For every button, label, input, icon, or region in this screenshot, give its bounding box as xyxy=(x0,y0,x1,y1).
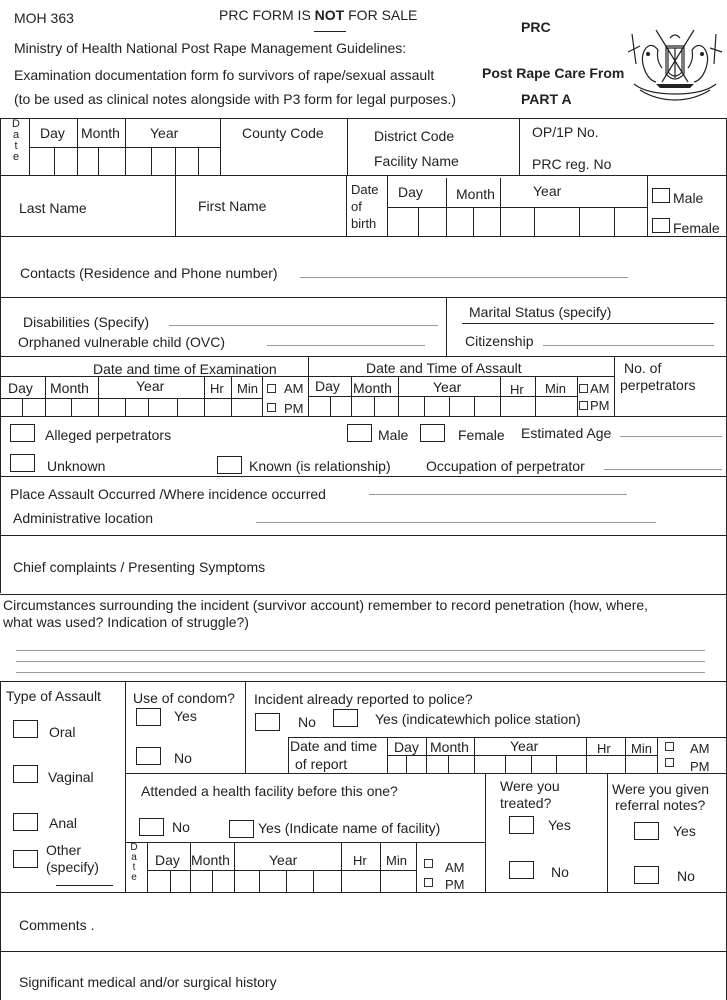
dob-cell-line xyxy=(614,207,615,236)
marital-status-label: Marital Status (specify) xyxy=(469,304,612,320)
row-divider xyxy=(0,951,727,952)
report-row-line xyxy=(387,755,657,756)
facility-pm-label: PM xyxy=(445,877,465,892)
exam-cell-line xyxy=(125,398,126,416)
police-yes-checkbox[interactable] xyxy=(333,709,358,727)
circumstances-line[interactable] xyxy=(16,661,705,662)
report-day-label: Day xyxy=(394,739,419,755)
dob-day-label: Day xyxy=(398,184,423,200)
facility-day-label: Day xyxy=(155,852,180,868)
notice-underline xyxy=(314,31,346,32)
admin-location-label: Administrative location xyxy=(13,510,154,526)
report-am-label: AM xyxy=(690,741,710,756)
exam-day-label: Day xyxy=(8,380,33,396)
not-for-sale-notice xyxy=(219,8,417,22)
dob-cell-line xyxy=(579,207,580,236)
facility-year-label: Year xyxy=(269,852,298,868)
facility-yes-label: Yes (Indicate name of facility) xyxy=(258,820,441,836)
facility-cell-line xyxy=(416,842,417,892)
circumstances-line[interactable] xyxy=(16,650,705,651)
r1-year-label: Year xyxy=(150,125,179,141)
notice-text: PRC FORM IS xyxy=(219,7,315,23)
assault-cell-line xyxy=(474,396,475,416)
ovc-field[interactable] xyxy=(267,345,425,346)
vaginal-label: Vaginal xyxy=(48,769,94,785)
contacts-field[interactable] xyxy=(300,277,628,278)
ovc-label: Orphaned vulnerable child (OVC) xyxy=(18,334,225,350)
other-label-2: (specify) xyxy=(46,859,99,875)
assault-cell-line xyxy=(500,376,501,416)
exam-doc-text: Examination documentation form fo survivors of rape/sexual assault xyxy=(14,67,435,83)
male-label: Male xyxy=(673,190,704,206)
facility-cell-line xyxy=(170,870,171,892)
unknown-checkbox[interactable] xyxy=(10,454,35,472)
report-cell-line xyxy=(531,755,532,773)
assault-cell-line xyxy=(577,376,578,416)
marital-status-field[interactable] xyxy=(462,323,714,324)
report-date-label-1: Date and time xyxy=(290,738,378,754)
use-of-condom-label: Use of condom? xyxy=(133,690,235,706)
other-specify-field[interactable] xyxy=(56,885,113,886)
citizenship-label: Citizenship xyxy=(465,333,534,349)
dob-cell-line xyxy=(418,207,419,236)
op-ip-no-label: OP/1P No. xyxy=(532,124,599,140)
female-checkbox[interactable] xyxy=(652,218,670,233)
r4-sep xyxy=(446,297,447,356)
occupation-label: Occupation of perpetrator xyxy=(426,458,585,474)
part-label: PART A xyxy=(521,91,572,107)
prc-reg-no-label: PRC reg. No xyxy=(532,156,612,172)
assault-cell-line xyxy=(449,396,450,416)
r1-cell-line xyxy=(98,147,99,175)
exam-am-label: AM xyxy=(284,381,304,396)
dob-cell-line xyxy=(500,178,501,236)
condom-no-label: No xyxy=(174,750,192,766)
r1-cell-line xyxy=(54,147,55,175)
unknown-label: Unknown xyxy=(47,458,106,474)
police-no-checkbox[interactable] xyxy=(255,713,280,731)
report-cell-line xyxy=(625,737,626,773)
treated-label-2: treated? xyxy=(500,795,552,811)
last-name-label: Last Name xyxy=(19,200,87,216)
r1-cell-line xyxy=(220,118,221,175)
assault-month-label: Month xyxy=(353,380,392,396)
facility-name-label: Facility Name xyxy=(374,153,459,169)
exam-cell-line xyxy=(71,398,72,416)
exam-cell-line xyxy=(98,376,99,416)
date-time-assault-label: Date and Time of Assault xyxy=(366,360,522,376)
report-hr-label: Hr xyxy=(597,741,611,756)
assault-am-checkbox[interactable] xyxy=(579,384,588,393)
facility-no-label: No xyxy=(172,819,190,835)
notice-emphasis: NOT xyxy=(314,7,345,23)
report-cell-line xyxy=(406,755,407,773)
referral-no-label: No xyxy=(677,868,695,884)
referral-yes-label: Yes xyxy=(673,823,696,839)
other-checkbox[interactable] xyxy=(13,850,38,868)
exam-cell-line xyxy=(177,398,178,416)
left-border xyxy=(0,892,1,1000)
r1-cell-line xyxy=(198,147,199,175)
report-grid-line xyxy=(288,737,289,773)
row-divider xyxy=(0,297,727,298)
circumstances-line[interactable] xyxy=(16,672,705,673)
r2-sep xyxy=(647,175,648,236)
perpetrators-label: perpetrators xyxy=(620,377,696,393)
row-divider xyxy=(0,416,727,417)
assault-cell-line xyxy=(424,396,425,416)
facility-row-line xyxy=(147,870,416,871)
perp-female-label: Female xyxy=(458,427,505,443)
left-border xyxy=(0,681,1,892)
assault-row-line xyxy=(308,396,577,397)
report-cell-line xyxy=(426,737,427,773)
county-code-label: County Code xyxy=(242,125,324,141)
assault-hr-label: Hr xyxy=(510,382,524,397)
exam-cell-line xyxy=(231,376,232,416)
attended-facility-label: Attended a health facility before this one? xyxy=(141,783,398,799)
notice-text-end: FOR SALE xyxy=(344,7,418,23)
r1-month-label: Month xyxy=(81,125,120,141)
facility-hr-label: Hr xyxy=(353,853,367,868)
r2-sep xyxy=(175,175,176,236)
date-vertical-label: D a t e xyxy=(12,118,20,163)
vaginal-checkbox[interactable] xyxy=(13,765,38,783)
referral-no-checkbox[interactable] xyxy=(634,866,659,884)
medical-history-label: Significant medical and/or surgical history xyxy=(19,974,277,990)
male-checkbox[interactable] xyxy=(652,188,670,203)
police-yes-label: Yes (indicatewhich police station) xyxy=(375,711,581,727)
treated-label-1: Were you xyxy=(500,778,560,794)
r10-sep xyxy=(125,681,126,892)
exam-pm-checkbox[interactable] xyxy=(267,403,276,412)
r1-cell-line xyxy=(175,147,176,175)
r1-cell-line xyxy=(125,118,126,175)
place-assault-label: Place Assault Occurred /Where incidence occurred xyxy=(10,486,326,502)
r1-sep xyxy=(347,118,348,175)
row-divider xyxy=(0,175,727,176)
anal-label: Anal xyxy=(49,815,78,831)
police-no-label: No xyxy=(298,714,316,730)
dob-cell-line xyxy=(446,178,447,236)
assault-day-label: Day xyxy=(315,378,340,394)
dob-label-3: birth xyxy=(351,216,377,231)
report-cell-line xyxy=(556,755,557,773)
report-year-label: Year xyxy=(510,738,539,754)
referral-label-2: referral notes? xyxy=(615,797,706,813)
row-divider xyxy=(0,535,727,536)
facility-grid-top xyxy=(125,842,485,843)
dob-year-label: Year xyxy=(533,183,562,199)
report-cell-line xyxy=(474,737,475,773)
circumstances-label-2: what was used? Indication of struggle?) xyxy=(3,614,249,630)
alleged-perpetrators-label: Alleged perpetrators xyxy=(45,427,172,443)
row-divider xyxy=(0,594,727,595)
circumstances-label-1: Circumstances surrounding the incident (survivor account) remember to record penetration (how, where, xyxy=(3,597,649,613)
oral-checkbox[interactable] xyxy=(13,720,38,738)
facility-cell-line xyxy=(147,842,148,892)
r2-sep xyxy=(387,175,388,236)
assault-min-label: Min xyxy=(545,381,566,396)
usage-note: (to be used as clinical notes alongside with P3 form for legal purposes.) xyxy=(14,91,457,107)
oral-label: Oral xyxy=(49,724,76,740)
exam-cell-line xyxy=(22,398,23,416)
referral-label-1: Were you given xyxy=(612,781,710,797)
referral-yes-checkbox[interactable] xyxy=(634,822,659,840)
facility-yes-checkbox[interactable] xyxy=(229,820,254,838)
other-label-1: Other xyxy=(46,842,82,858)
assault-cell-line xyxy=(330,396,331,416)
admin-location-field[interactable] xyxy=(256,522,656,523)
facility-cell-line xyxy=(286,870,287,892)
row-divider xyxy=(0,236,727,237)
report-cell-line xyxy=(505,755,506,773)
district-code-label: District Code xyxy=(374,128,455,144)
facility-cell-line xyxy=(380,842,381,892)
exam-pm-label: PM xyxy=(284,401,304,416)
form-title: Post Rape Care From xyxy=(482,65,625,81)
row-divider xyxy=(0,892,727,893)
r10-sep xyxy=(245,681,246,773)
disabilities-label: Disabilities (Specify) xyxy=(23,314,150,330)
r1-day-label: Day xyxy=(40,125,65,141)
assault-pm-checkbox[interactable] xyxy=(579,401,588,410)
facility-cell-line xyxy=(212,870,213,892)
perp-female-checkbox[interactable] xyxy=(420,424,445,442)
citizenship-field[interactable] xyxy=(543,345,714,346)
dob-cell-line xyxy=(534,207,535,236)
no-of-label: No. of xyxy=(624,360,662,376)
report-cell-line xyxy=(448,755,449,773)
form-top-border xyxy=(0,118,727,119)
facility-min-label: Min xyxy=(386,853,407,868)
exam-year-label: Year xyxy=(136,378,165,394)
facility-month-label: Month xyxy=(191,852,230,868)
estimated-age-field[interactable] xyxy=(620,436,722,437)
r10-sep xyxy=(485,773,486,892)
dob-cell-line xyxy=(473,207,474,236)
assault-cell-line xyxy=(351,376,352,416)
r1-cell-line xyxy=(77,118,78,175)
assault-am-label: AM xyxy=(590,381,610,396)
alleged-perpetrators-checkbox[interactable] xyxy=(10,424,35,442)
assault-pm-label: PM xyxy=(590,398,610,413)
reported-police-label: Incident already reported to police? xyxy=(254,691,473,707)
report-cell-line xyxy=(586,737,587,773)
female-label: Female xyxy=(673,220,720,236)
row-divider xyxy=(0,476,727,477)
r1-sep xyxy=(519,118,520,175)
report-pm-checkbox[interactable] xyxy=(665,758,674,767)
chief-complaints-label: Chief complaints / Presenting Symptoms xyxy=(13,559,266,575)
date-time-exam-label: Date and time of Examination xyxy=(93,361,277,377)
exam-cell-line xyxy=(45,376,46,416)
facility-am-checkbox[interactable] xyxy=(424,859,433,868)
exam-hr-label: Hr xyxy=(210,381,224,396)
perp-male-label: Male xyxy=(378,427,409,443)
r1-cell-line xyxy=(151,147,152,175)
facility-no-checkbox[interactable] xyxy=(139,818,164,836)
type-of-assault-label: Type of Assault xyxy=(6,688,101,704)
exam-cell-line xyxy=(262,376,263,416)
treated-yes-label: Yes xyxy=(548,817,571,833)
perp-male-checkbox[interactable] xyxy=(347,424,372,442)
known-label: Known (is relationship) xyxy=(249,458,391,474)
first-name-label: First Name xyxy=(198,198,267,214)
treated-no-label: No xyxy=(551,864,569,880)
exam-month-label: Month xyxy=(50,380,89,396)
exam-min-label: Min xyxy=(237,381,258,396)
condom-yes-label: Yes xyxy=(174,708,197,724)
report-pm-label: PM xyxy=(690,759,710,774)
facility-cell-line xyxy=(190,842,191,892)
r5-sep xyxy=(614,356,615,416)
row-divider xyxy=(0,681,727,682)
exam-cell-line xyxy=(148,398,149,416)
dob-header-line xyxy=(387,207,647,208)
dob-label-1: Date xyxy=(351,182,379,197)
report-cell-line xyxy=(657,737,658,773)
estimated-age-label: Estimated Age xyxy=(521,425,612,441)
assault-year-label: Year xyxy=(433,379,462,395)
condom-no-checkbox[interactable] xyxy=(136,747,161,765)
coat-of-arms-logo xyxy=(626,24,724,102)
prc-label: PRC xyxy=(521,19,551,35)
r10-mid-line xyxy=(125,773,727,774)
report-am-checkbox[interactable] xyxy=(665,742,674,751)
r5-sep xyxy=(308,356,309,416)
facility-cell-line xyxy=(259,870,260,892)
r2-sep xyxy=(346,175,347,236)
facility-date-vertical: D a t e xyxy=(130,842,138,883)
facility-am-label: AM xyxy=(445,860,465,875)
assault-cell-line xyxy=(398,376,399,416)
facility-cell-line xyxy=(341,842,342,892)
exam-row-line xyxy=(0,398,262,399)
facility-pm-checkbox[interactable] xyxy=(424,878,433,887)
exam-am-checkbox[interactable] xyxy=(267,384,276,393)
place-assault-field[interactable] xyxy=(369,494,627,495)
facility-cell-line xyxy=(234,842,235,892)
form-code: MOH 363 xyxy=(14,10,74,26)
contacts-label: Contacts (Residence and Phone number) xyxy=(20,265,278,281)
row-divider xyxy=(0,356,727,357)
disabilities-field[interactable] xyxy=(169,325,438,326)
known-checkbox[interactable] xyxy=(217,456,242,474)
dob-label-2: of xyxy=(351,199,362,214)
report-min-label: Min xyxy=(631,741,652,756)
condom-yes-checkbox[interactable] xyxy=(136,708,161,726)
guidelines-text: Ministry of Health National Post Rape Management Guidelines: xyxy=(14,40,407,56)
comments-label: Comments . xyxy=(19,917,95,933)
report-month-label: Month xyxy=(430,739,469,755)
dob-month-label: Month xyxy=(456,186,495,202)
occupation-field[interactable] xyxy=(604,469,722,470)
exam-cell-line xyxy=(204,376,205,416)
anal-checkbox[interactable] xyxy=(13,813,38,831)
report-date-label-2: of report xyxy=(295,756,348,772)
treated-no-checkbox[interactable] xyxy=(509,861,534,879)
assault-cell-line xyxy=(374,396,375,416)
r5-header-line xyxy=(0,376,614,377)
r10-sep xyxy=(607,773,608,892)
facility-cell-line xyxy=(313,870,314,892)
assault-cell-line xyxy=(535,376,536,416)
treated-yes-checkbox[interactable] xyxy=(509,816,534,834)
